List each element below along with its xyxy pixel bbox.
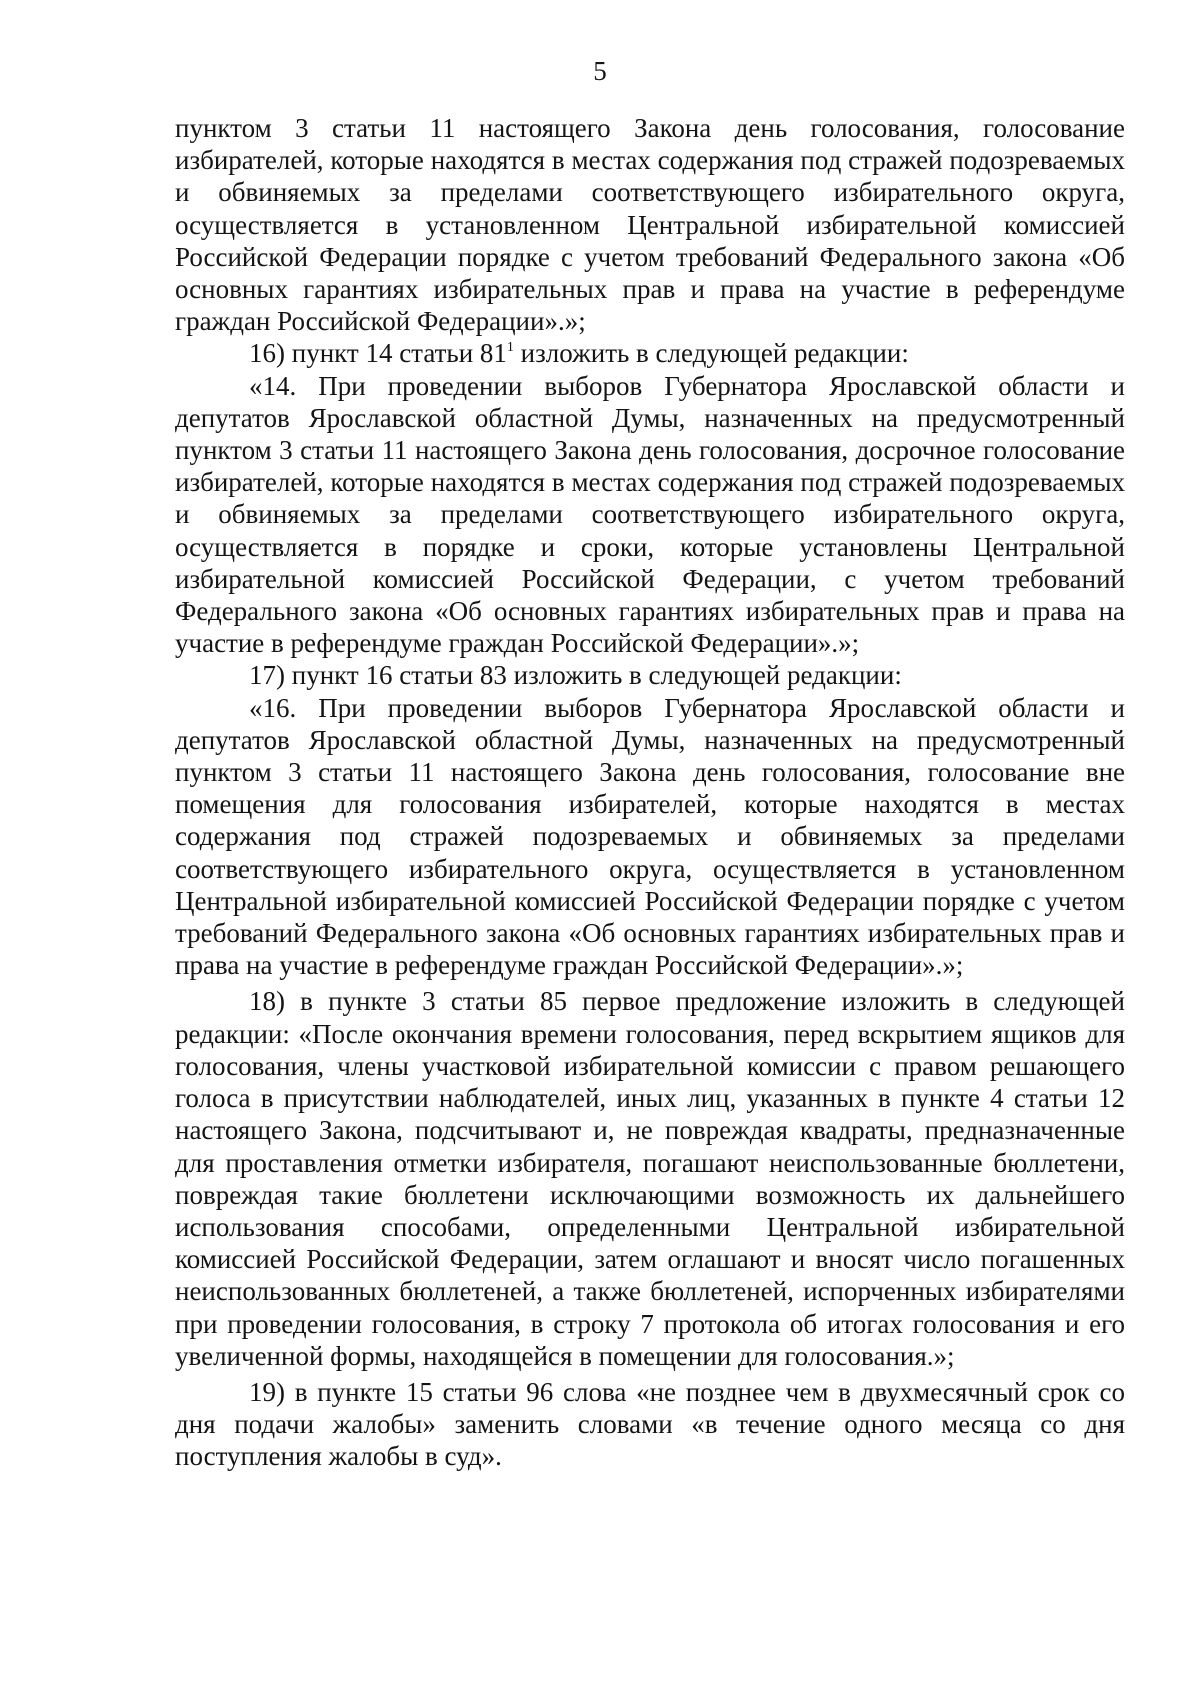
item-16-text: 16) пункт 14 статьи 81 [249,338,507,369]
paragraph-item-17: 17) пункт 16 статьи 83 изложить в следующей редакции: [249,660,902,691]
paragraph-item-19: 19) в пункте 15 статьи 96 слова «не позднее чем в двухмесячный срок со дня подачи жалобы» заменить словами «в течение одного месяца со дня поступления жалобы в суд». [175,1376,1125,1472]
item-16-tail: изложить в следующей редакции: [513,338,909,369]
article-superscript: 1 [506,340,514,356]
page-number: 5 [593,56,607,86]
document-body [175,112,1125,1473]
paragraph-clause-14: «14. При проведении выборов Губернатора Ярославской области и депутатов Ярославской областной Думы, назначенных на предусмотренный пунктом 3 статьи 11 настоящего Закона день голосования, досрочное голосование избирателей, которые находятся в местах содержания под стражей подозреваемых и обвиняемых за пределами соответствующего избирательного округа, осуществляется в порядке и сроки, которые установлены Центральной избирательной комиссией Российской Федерации, с учетом требований Федерального закона «Об основных гарантиях избирательных прав и права на участие в референдуме граждан Российской Федерации».»; [175,370,1125,659]
paragraph-item-18: 18) в пункте 3 статьи 85 первое предложение изложить в следующей редакции: «После окончания времени голосования, перед вскрытием ящиков для голосования, члены участковой избирательной комиссии с правом решающего голоса в присутствии наблюдателей, иных лиц, указанных в пункте 4 статьи 12 настоящего Закона, подсчитывают и, не повреждая квадраты, предназначенные для проставления отметки избирателя, погашают неиспользованные бюллетени, повреждая такие бюллетени исключающими возможность их дальнейшего использования способами, определенными Центральной избирательной комиссией Российской Федерации, затем оглашают и вносят число погашенных неиспользованных бюллетеней, а также бюллетеней, испорченных избирателями при проведении голосования, в строку 7 протокола об итогах голосования и его увеличенной формы, находящейся в помещении для голосования.»; [175,986,1125,1371]
paragraph-clause-16: «16. При проведении выборов Губернатора Ярославской области и депутатов Ярославской областной Думы, назначенных на предусмотренный пунктом 3 статьи 11 настоящего Закона день голосования, голосование вне помещения для голосования избирателей, которые находятся в местах содержания под стражей подозреваемых и обвиняемых за пределами соответствующего избирательного округа, осуществляется в установленном Центральной избирательной комиссией Российской Федерации порядке с учетом требований Федерального закона «Об основных гарантиях избирательных прав и права на участие в референдуме граждан Российской Федерации».»; [175,692,1125,981]
paragraph-continuation: пунктом 3 статьи 11 настоящего Закона день голосования, голосование избирателей, которые находятся в местах содержания под стражей подозреваемых и обвиняемых за пределами соответствующего избирательного округа, осуществляется в установленном Центральной избирательной комиссией Российской Федерации порядке с учетом требований Федерального закона «Об основных гарантиях избирательных прав и права на участие в референдуме граждан Российской Федерации».»; [175,113,1125,337]
paragraph-item-16 [175,337,1125,369]
